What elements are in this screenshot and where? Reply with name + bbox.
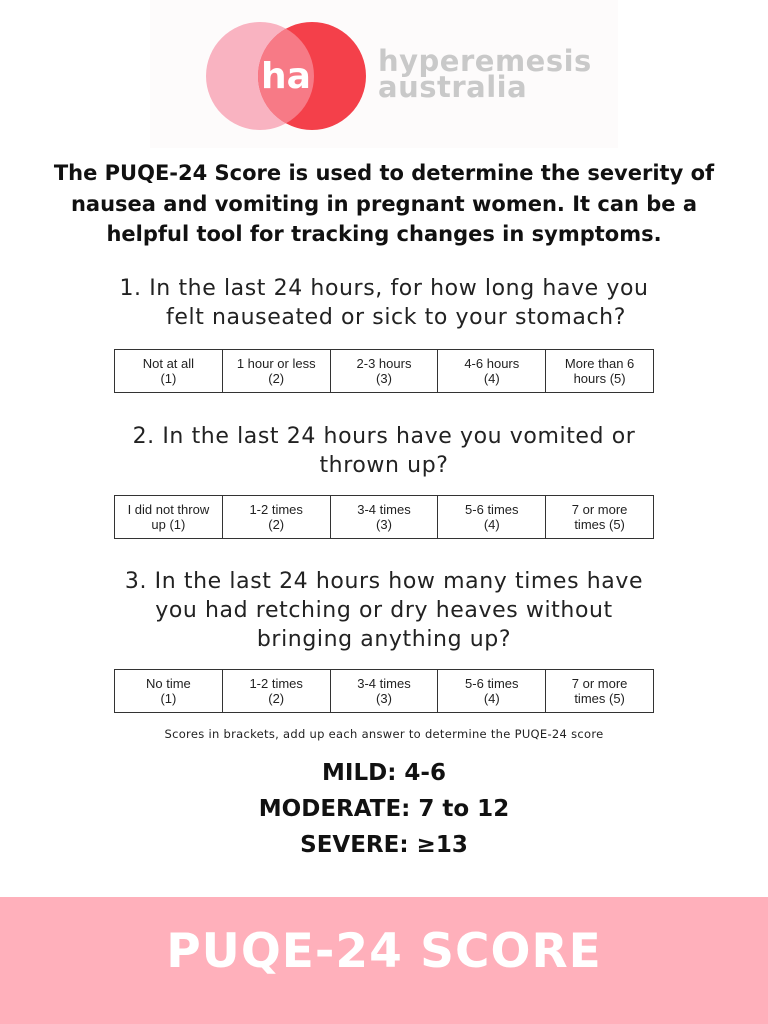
option-cell: 3-4 times (3)	[330, 670, 438, 713]
question-1	[60, 274, 708, 332]
option-cell: 2-3 hours (3)	[330, 350, 438, 393]
question-2-line-1: 2. In the last 24 hours have you vomited or	[132, 424, 636, 449]
question-3	[60, 567, 708, 654]
question-3-options	[114, 669, 654, 713]
option-cell: 7 or more times (5)	[546, 670, 654, 713]
hyperemesis-australia-logo-icon	[204, 20, 370, 132]
option-cell: Not at all (1)	[115, 350, 223, 393]
option-cell: More than 6 hours (5)	[546, 350, 654, 393]
option-cell: 4-6 hours (4)	[438, 350, 546, 393]
logo-line-2: australia	[378, 70, 528, 104]
question-2-line-2: thrown up?	[319, 453, 449, 478]
option-cell: No time (1)	[115, 670, 223, 713]
option-cell: I did not throw up (1)	[115, 496, 223, 539]
logo-wordmark	[378, 44, 592, 104]
severity-mild: MILD: 4-6	[322, 760, 446, 786]
options-row	[115, 496, 654, 539]
options-row	[115, 350, 654, 393]
question-1-line-1: 1. In the last 24 hours, for how long have you	[119, 276, 649, 301]
question-2	[60, 422, 708, 480]
banner-title: PUQE-24 SCORE	[166, 924, 602, 979]
options-row	[115, 670, 654, 713]
option-cell: 5-6 times (4)	[438, 670, 546, 713]
option-cell: 7 or more times (5)	[546, 496, 654, 539]
severity-moderate: MODERATE: 7 to 12	[258, 796, 510, 822]
question-2-options	[114, 495, 654, 539]
question-3-line-3: bringing anything up?	[256, 627, 512, 652]
intro-text: The PUQE-24 Score is used to determine the severity of nausea and vomiting in pregnant women. It can be a helpful tool for tracking changes in symptoms.	[53, 161, 715, 246]
logo-monogram: ha	[261, 56, 311, 97]
scoring-note: Scores in brackets, add up each answer to determine the PUQE-24 score	[164, 727, 604, 741]
question-3-line-1: 3. In the last 24 hours how many times have	[124, 569, 644, 594]
question-1-line-2: felt nauseated or sick to your stomach?	[166, 305, 626, 330]
logo-line-1: hyperemesis	[378, 44, 592, 78]
option-cell: 1 hour or less (2)	[222, 350, 330, 393]
option-cell: 5-6 times (4)	[438, 496, 546, 539]
option-cell: 3-4 times (3)	[330, 496, 438, 539]
option-cell: 1-2 times (2)	[222, 496, 330, 539]
severity-severe: SEVERE: ≥13	[300, 832, 468, 858]
option-cell: 1-2 times (2)	[222, 670, 330, 713]
question-3-line-2: you had retching or dry heaves without	[155, 598, 613, 623]
question-1-options	[114, 349, 654, 393]
